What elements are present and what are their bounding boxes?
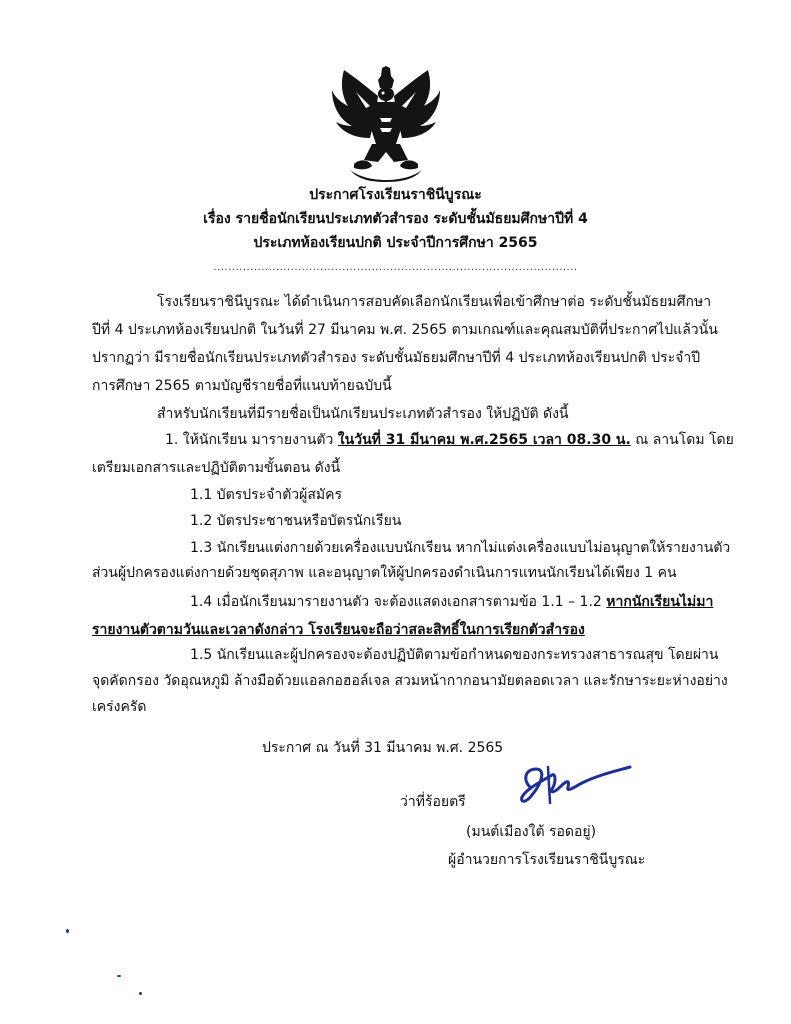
item-1-4-warning: หากนักเรียนไม่มา [606, 594, 714, 610]
item-1-prefix: 1. ให้นักเรียน มารายงานตัว [165, 432, 338, 448]
announcement-subject: เรื่อง รายชื่อนักเรียนประเภทตัวสำรอง ระดับชั้นมัธยมศึกษาปีที่ 4 [203, 211, 588, 227]
item-1-4-line-2: รายงานตัวตามวันและเวลาดังกล่าว โรงเรียนจะถือว่าสละสิทธิ์ในการเรียกตัวสำรอง [92, 622, 585, 638]
signer-position: ผู้อำนวยการโรงเรียนราชินีบูรณะ [448, 852, 646, 868]
item-1-3-line-2: ส่วนผู้ปกครองแต่งกายด้วยชุดสุภาพ และอนุญาตให้ผู้ปกครองดำเนินการแทนนักเรียนได้เพียง 1 คน [92, 565, 677, 581]
signature [512, 757, 632, 817]
garuda-emblem-icon [330, 66, 442, 182]
item-1-4-prefix: 1.4 เมื่อนักเรียนมารายงานตัว จะต้องแสดงเอกสารตามข้อ 1.1 – 1.2 [190, 594, 607, 610]
item-1-2: 1.2 บัตรประชาชนหรือบัตรนักเรียน [190, 513, 402, 529]
paragraph-1-line-2: ปีที่ 4 ประเภทห้องเรียนปกติ ในวันที่ 27 มีนาคม พ.ศ. 2565 ตามเกณฑ์และคุณสมบัติที่ประกาศไปแล้วนั้น [92, 322, 718, 338]
item-1-suffix: ณ ลานโดม โดย [630, 432, 734, 448]
scan-speck [139, 992, 142, 995]
signer-rank: ว่าที่ร้อยตรี [400, 794, 466, 810]
announcement-category: ประเภทห้องเรียนปกติ ประจำปีการศึกษา 2565 [253, 235, 538, 251]
scan-speck [117, 975, 121, 977]
scan-speck [66, 929, 69, 933]
item-1-date-time: ในวันที่ 31 มีนาคม พ.ศ.2565 เวลา 08.30 น. [337, 432, 631, 448]
item-1-line-1 [165, 431, 734, 449]
item-1-5-line-1: 1.5 นักเรียนและผู้ปกครองจะต้องปฏิบัติตามข้อกำหนดของกระทรวงสาธารณสุข โดยผ่าน [190, 647, 719, 663]
item-1-5-line-2: จุดคัดกรอง วัดอุณหภูมิ ล้างมือด้วยแอลกอฮอล์เจล สวมหน้ากากอนามัยตลอดเวลา และรักษาระยะห่างอย่าง [92, 673, 728, 689]
separator-line: ................................................................................................... [213, 262, 578, 273]
announcement-title: ประกาศโรงเรียนราชินีบูรณะ [309, 187, 482, 203]
item-1-3-line-1: 1.3 นักเรียนแต่งกายด้วยเครื่องแบบนักเรียน หากไม่แต่งเครื่องแบบไม่อนุญาตให้รายงานตัว [190, 540, 731, 556]
item-1-4-line-1 [190, 593, 713, 611]
item-1-line-2: เตรียมเอกสารและปฏิบัติตามขั้นตอน ดังนี้ [92, 460, 341, 476]
item-1-1: 1.1 บัตรประจำตัวผู้สมัคร [190, 487, 343, 503]
paragraph-1-line-3: ปรากฏว่า มีรายชื่อนักเรียนประเภทตัวสำรอง ระดับชั้นมัธยมศึกษาปีที่ 4 ประเภทห้องเรียนปกติ ประจำปี [92, 350, 701, 366]
paragraph-2: สำหรับนักเรียนที่มีรายชื่อเป็นนักเรียนประเภทตัวสำรอง ให้ปฏิบัติ ดังนี้ [157, 406, 569, 422]
paragraph-1-line-1: โรงเรียนราชินีบูรณะ ได้ดำเนินการสอบคัดเลือกนักเรียนเพื่อเข้าศึกษาต่อ ระดับชั้นมัธยมศึกษา [157, 294, 712, 310]
signer-name: (มนต์เมืองใต้ รอดอยู่) [466, 824, 597, 840]
paragraph-1-line-4: การศึกษา 2565 ตามบัญชีรายชื่อที่แนบท้ายฉบับนี้ [92, 378, 392, 394]
announcement-date: ประกาศ ณ วันที่ 31 มีนาคม พ.ศ. 2565 [262, 740, 504, 756]
item-1-5-line-3: เคร่งครัด [92, 699, 147, 715]
